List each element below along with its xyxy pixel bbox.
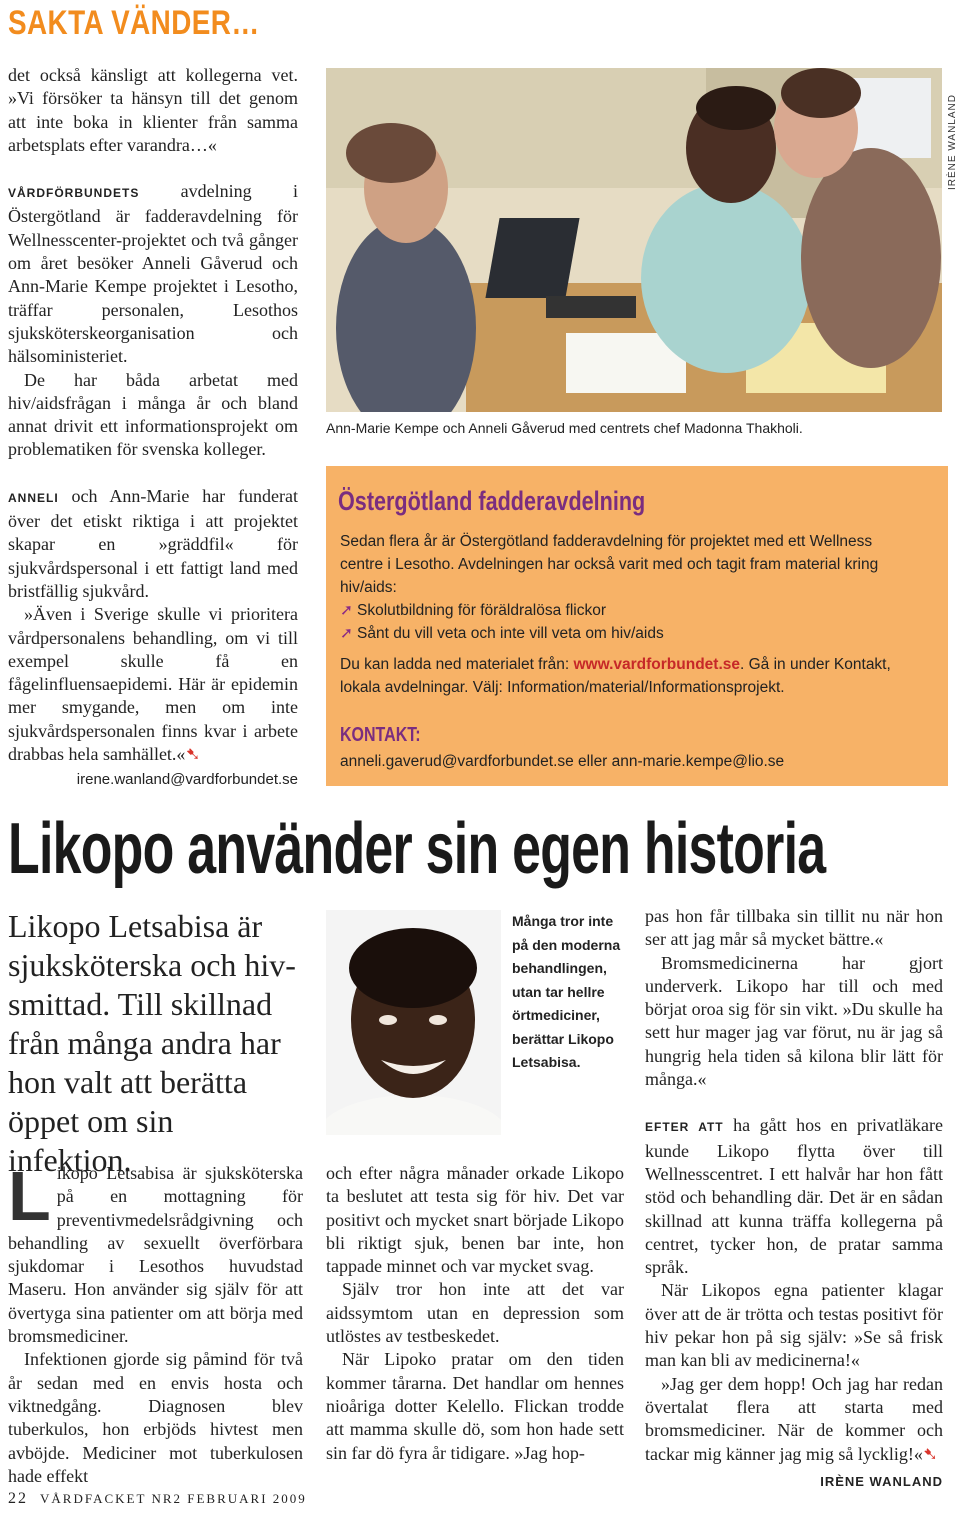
author-email: irene.wanland@vardforbundet.se <box>76 771 298 789</box>
left-column <box>8 64 298 792</box>
info-bullet: ➚ Skolutbildning för föräldralösa flickor <box>340 601 606 619</box>
arrow-up-right-icon: ➚ <box>340 601 353 619</box>
paragraph: De har båda arbetat med hiv/aidsfrågan i många år och bland annat drivit ett informationsprojekt om problematiken för svenska kolleger. <box>8 369 298 460</box>
paragraph: och efter några månader orkade Likopo ta beslutet att testa sig för hiv. Det var positivt och mycket snart började Likopo bli riktigt sjuk, benen bar inte, hon tappade minnet och var mycket svag. <box>326 1163 624 1277</box>
lead-in: ANNELI <box>8 490 59 505</box>
info-box-title: Östergötland fadderavdelning <box>338 486 646 516</box>
info-box <box>326 466 948 786</box>
info-box-intro: Sedan flera år är Östergötland fadderavdelning för projektet med ett Wellness centre i Lesotho. Avdelningen har också varit med och tagit fram material kring hiv/aids: <box>340 533 879 596</box>
paragraph: Själv tror hon inte att det var aidssymtom utan en depression som utlöstes av testbeskedet. <box>326 1279 624 1347</box>
photo-caption: Ann-Marie Kempe och Anneli Gåverud med centrets chef Madonna Thakholi. <box>326 420 803 436</box>
top-photo <box>326 68 942 412</box>
contact-emails[interactable]: anneli.gaverud@vardforbundet.se eller ann-marie.kempe@lio.se <box>340 753 785 770</box>
paragraph: ANNELI och Ann-Marie har funderat över det etiskt riktiga i att projektet skapar en »gräddfil« för sjukvårdspersonal i ett fattigt land med bristfällig sjukvård. <box>8 485 298 601</box>
paragraph: Bromsmedicinerna har gjort underverk. Likopo har till och med börjat oroa sig för sin vikt. »Du skulle ha sett hur mager jag var förut, nu är jag så hungrig hela tiden så kilona blir lätt för många.« <box>645 952 943 1090</box>
body-column-2 <box>326 1162 624 1465</box>
photo-credit: IRÈNE WANLAND <box>947 94 958 190</box>
download-link[interactable]: www.vardforbundet.se <box>573 656 741 673</box>
paragraph: »Jag ger dem hopp! Och jag har redan övertalat flera att starta med bromsmediciner. När de kommer och tackar mig känner jag mig så lycklig!«➷ <box>645 1373 943 1465</box>
download-text: Du kan ladda ned materialet från: www.vardforbundet.se. Gå in under Kontakt, lokala avdelningar. Välj: Information/material/Informationsprojekt. <box>340 656 891 696</box>
page-number: 22 <box>8 1490 28 1507</box>
magazine-issue: VÅRDFACKET NR2 FEBRUARI 2009 <box>40 1491 307 1506</box>
contact-label: KONTAKT: <box>340 724 421 746</box>
paragraph: EFTER ATT ha gått hos en privatläkare kunde Likopo flytta över till Wellnesscentret. I ett halvår har hon fått stöd och behandling där. Det är en sådan skillnad att kunna träffa kollegerna på centret, tycker hon, de pratar samma språk. <box>645 1115 943 1278</box>
info-bullet: ➚ Sånt du vill veta och inte vill veta om hiv/aids <box>340 624 664 642</box>
end-mark-icon: ➷ <box>922 1443 939 1465</box>
article-headline: Likopo använder sin egen historia <box>8 809 826 889</box>
paragraph: »Även i Sverige skulle vi prioritera vårdpersonalens behandling, om vi till exempel skulle få en fågelinfluensaepidemi. Här är epidemin mer smygande, men om inte sjukvårdspersonalen finns kvar i arbete drabbas hela samhället.«➷ <box>8 604 298 766</box>
arrow-up-right-icon: ➚ <box>340 624 353 642</box>
paragraph: När Lipoko pratar om den tiden kommer tårarna. Det handlar om hennes nioåriga dotter Kelello. Flickan trodde att mamma skulle dö, som hon hade sett sin far dö fyra år tidigare. »Jag hop- <box>326 1349 624 1463</box>
lead-in: VÅRDFÖRBUNDETS <box>8 186 140 201</box>
body-column-1 <box>8 1157 303 1488</box>
info-box-body <box>340 530 900 699</box>
end-mark-icon: ➷ <box>185 744 201 766</box>
paragraph: VÅRDFÖRBUNDETS avdelning i Östergötland är fadderavdelning för Wellnesscenter-projektet och två gånger om året besöker Anneli Gåverud och Ann-Marie Kempe projektet i Lesotho, träffar personalen, Lesothos sjuksköterskeorganisation och hälsoministeriet. <box>8 181 298 367</box>
section-header: SAKTA VÄNDER… <box>8 4 260 42</box>
paragraph: När Likopos egna patienter klagar över att de är trötta och testas positivt för hiv pekar hon på sig själv: »Se så frisk man kan bli av medicinerna!« <box>645 1280 943 1371</box>
drop-cap: L <box>8 1157 51 1235</box>
paragraph: Infektionen gjorde sig påmind för två år sedan med en envis hosta och viktnedgång. Diagnosen blev tuberkulos, hon erbjöds hivtest men avböjde. Mediciner mot tuberkulosen hade effekt <box>8 1349 303 1486</box>
intro-paragraph: det också känsligt att kollegerna vet. »Vi försöker ta hänsyn till det genom att inte boka in klienter från samma arbetsplats efter varandra…« <box>8 65 298 155</box>
byline: IRÈNE WANLAND <box>820 1473 943 1489</box>
paragraph: pas hon får tillbaka sin tillit nu när hon ser att jag mår så mycket bättre.« <box>645 906 943 950</box>
portrait-photo <box>326 910 501 1135</box>
article-lead: Likopo Letsabisa är sjuksköterska och hiv-smittad. Till skillnad från många andra har hon valt att berätta öppet om sin infektion. <box>8 908 296 1178</box>
portrait-caption: Många tror inte på den moderna behandlingen, utan tar hellre örtmediciner, berättar Likopo Letsabisa. <box>512 913 621 1070</box>
page-footer <box>8 1490 307 1508</box>
paragraph: Likopo Letsabisa är sjuksköterska på en mottagning för preventivmedelsrådgivning och behandling av sexuellt överförbara sjukdomar i Lesothos huvudstad Maseru. Hon använder sig själv för att övertyga sina patienter om att börja med bromsmediciner. <box>8 1157 303 1347</box>
body-column-3 <box>645 905 943 1493</box>
lead-in: EFTER ATT <box>645 1120 724 1135</box>
